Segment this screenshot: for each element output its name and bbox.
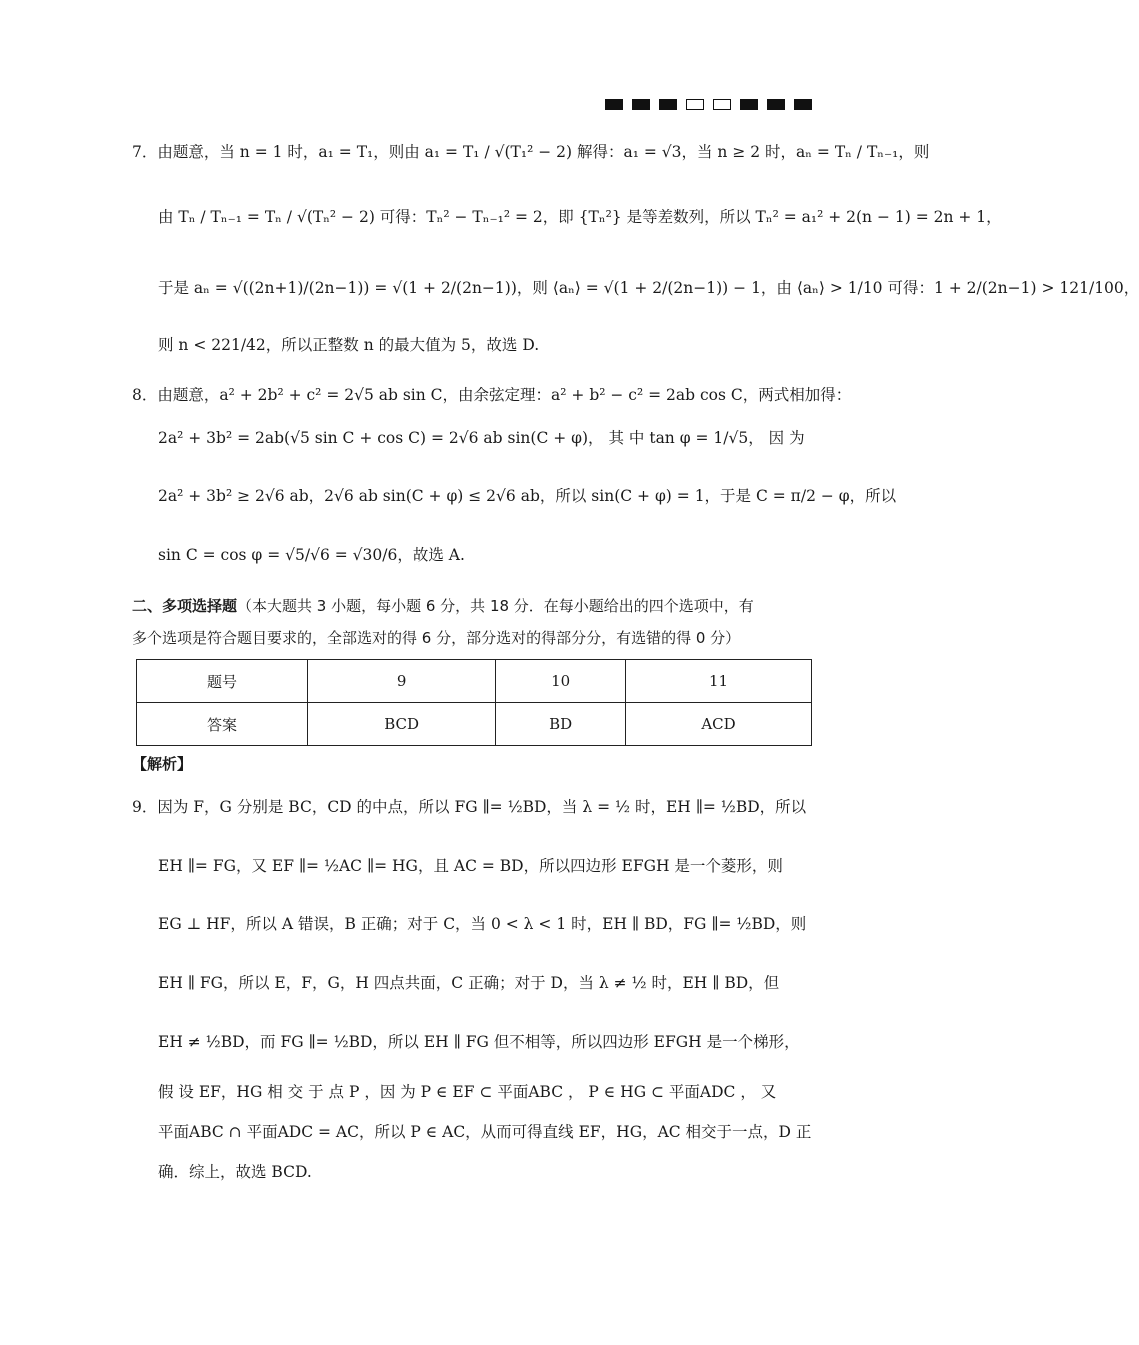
q9-line-6: 假 设 EF，HG 相 交 于 点 P ，因 为 P ∈ EF ⊂ 平面ABC ， P ∈ HG ⊂ 平面ADC ， 又 [158,1083,777,1101]
q9-line-8: 确．综上，故选 BCD. [158,1163,312,1181]
table-cell: 11 [626,660,812,703]
table-cell: BD [496,703,626,746]
table-cell: 10 [496,660,626,703]
q9-line-1: 9．因为 F，G 分别是 BC，CD 的中点，所以 FG ∥= ½BD，当 λ = ½ 时，EH ∥= ½BD，所以 [132,798,807,816]
q8-line-1: 8．由题意，a² + 2b² + c² = 2√5 ab sin C，由余弦定理：a² + b² − c² = 2ab cos C，两式相加得： [132,386,852,404]
section-2-desc-2: 多个选项是符合题目要求的，全部选对的得 6 分，部分选对的得部分分，有选错的得 0 分） [132,629,741,647]
q8-line-4: sin C = cos φ = √5/√6 = √30/6，故选 A. [158,546,465,564]
answer-table [136,659,812,746]
q9-line-3: EG ⊥ HF，所以 A 错误，B 正确；对于 C，当 0 < λ < 1 时，EH ∥ BD，FG ∥= ½BD，则 [158,915,807,933]
header-mark-filled [659,99,677,110]
header-mark-hollow [713,99,731,110]
q8-line-2: 2a² + 3b² = 2ab(√5 sin C + cos C) = 2√6 ab sin(C + φ)， 其 中 tan φ = 1/√5， 因 为 [158,429,805,447]
analysis-label: 【解析】 [132,755,193,773]
q7-line-3: 于是 aₙ = √((2n+1)/(2n−1)) = √(1 + 2/(2n−1))，则 ⟨aₙ⟩ = √(1 + 2/(2n−1)) − 1，由 ⟨aₙ⟩ > 1/10 可得：1 + 2/(2n−1) > 121/100， [158,279,1139,297]
q9-line-2: EH ∥= FG，又 EF ∥= ½AC ∥= HG，且 AC = BD，所以四边形 EFGH 是一个菱形，则 [158,857,783,875]
table-cell: 题号 [137,660,308,703]
section-2-heading [132,594,792,618]
header-mark-filled [740,99,758,110]
table-cell: ACD [626,703,812,746]
header-mark-filled [794,99,812,110]
header-mark-filled [767,99,785,110]
table-cell: 答案 [137,703,308,746]
q9-line-4: EH ∥ FG，所以 E，F，G，H 四点共面，C 正确；对于 D，当 λ ≠ ½ 时，EH ∥ BD，但 [158,974,780,992]
table-cell: 9 [308,660,496,703]
header-marks [605,99,812,110]
section-2-desc-1: （本大题共 3 小题，每小题 6 分，共 18 分．在每小题给出的四个选项中，有 [237,597,754,615]
header-mark-filled [605,99,623,110]
header-mark-filled [632,99,650,110]
header-mark-hollow [686,99,704,110]
q8-line-3: 2a² + 3b² ≥ 2√6 ab，2√6 ab sin(C + φ) ≤ 2√6 ab，所以 sin(C + φ) = 1，于是 C = π/2 − φ，所以 [158,487,897,505]
section-2-title: 二、多项选择题 [132,597,238,615]
q9-line-7: 平面ABC ∩ 平面ADC = AC，所以 P ∈ AC，从而可得直线 EF，HG，AC 相交于一点，D 正 [158,1123,812,1141]
q7-line-2: 由 Tₙ / Tₙ₋₁ = Tₙ / √(Tₙ² − 2) 可得：Tₙ² − Tₙ₋₁² = 2，即 {Tₙ²} 是等差数列，所以 Tₙ² = a₁² + 2(n − 1) = 2n + 1， [158,208,1002,226]
q7-line-4: 则 n < 221/42，所以正整数 n 的最大值为 5，故选 D. [158,336,540,354]
table-row-question-numbers [137,660,812,703]
table-cell: BCD [308,703,496,746]
q9-line-5: EH ≠ ½BD，而 FG ∥= ½BD，所以 EH ∥ FG 但不相等，所以四边形 EFGH 是一个梯形， [158,1033,800,1051]
table-row-answers [137,703,812,746]
q7-line-1: 7．由题意，当 n = 1 时，a₁ = T₁，则由 a₁ = T₁ / √(T₁² − 2) 解得：a₁ = √3，当 n ≥ 2 时，aₙ = Tₙ / Tₙ₋₁，则 [132,143,930,161]
